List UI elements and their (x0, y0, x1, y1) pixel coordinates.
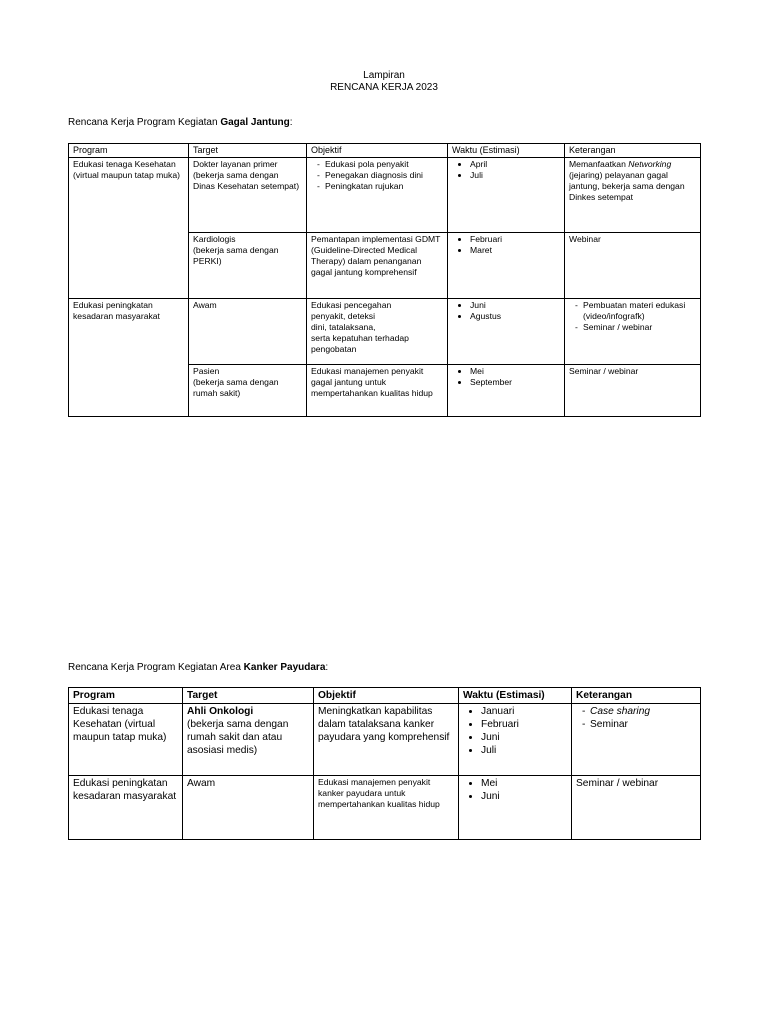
col-objektif: Objektif (307, 144, 448, 158)
target-cell: Ahli Onkologi (bekerja sama dengan rumah sakit dan atau asosiasi medis) (183, 704, 314, 776)
waktu-cell (459, 776, 572, 840)
list-item: • Juni (470, 300, 560, 311)
list-item: • Mei (481, 777, 567, 790)
list-item: - Seminar (590, 718, 696, 731)
waktu-cell (448, 158, 565, 233)
col-objektif: Objektif (314, 688, 459, 704)
list-item: • Maret (470, 245, 560, 256)
keterangan-cell (565, 299, 701, 365)
table-row (69, 776, 701, 840)
list-item: - Pembuatan materi edukasi (video/infografk) (583, 300, 696, 322)
list-item: • September (470, 377, 560, 388)
list-item: • Agustus (470, 311, 560, 322)
keterangan-cell: Seminar / webinar (572, 776, 701, 840)
document-heading (0, 70, 768, 94)
section2-topic: Kanker Payudara (243, 662, 326, 673)
target-cell: Pasien (bekerja sama dengan rumah sakit) (189, 365, 307, 417)
col-waktu: Waktu (Estimasi) (448, 144, 565, 158)
col-program: Program (69, 688, 183, 704)
col-keterangan: Keterangan (572, 688, 701, 704)
table-header-row (69, 144, 701, 158)
program-cell: Edukasi tenaga Kesehatan (virtual maupun tatap muka) (69, 158, 189, 299)
heading-rencana-kerja: RENCANA KERJA 2023 (330, 82, 438, 93)
table-row (69, 158, 701, 233)
program-cell: Edukasi tenaga Kesehatan (virtual maupun tatap muka) (69, 704, 183, 776)
table-kanker-payudara (68, 687, 701, 840)
objektif-cell: Edukasi manajemen penyakit gagal jantung untuk mempertahankan kualitas hidup (307, 365, 448, 417)
waktu-cell (448, 233, 565, 299)
col-program: Program (69, 144, 189, 158)
keterangan-cell: Webinar (565, 233, 701, 299)
program-cell: Edukasi peningkatan kesadaran masyarakat (69, 776, 183, 840)
list-item: - Peningkatan rujukan (325, 181, 443, 192)
col-keterangan: Keterangan (565, 144, 701, 158)
target-cell: Awam (183, 776, 314, 840)
objektif-cell (307, 158, 448, 233)
list-item: - Case sharing (590, 705, 696, 718)
table-row (69, 299, 701, 365)
list-item: • Januari (481, 705, 567, 718)
heading-lampiran: Lampiran (363, 70, 405, 81)
list-item: • Februari (481, 718, 567, 731)
section2-caption: Rencana Kerja Program Kegiatan Area Kanker Payudara: (68, 662, 329, 673)
target-cell: Kardiologis (bekerja sama dengan PERKI) (189, 233, 307, 299)
objektif-cell: Edukasi pencegahan penyakit, deteksi dini, tatalaksana, serta kepatuhan terhadap pengobatan (307, 299, 448, 365)
list-item: • Juli (481, 744, 567, 757)
objektif-cell: Pemantapan implementasi GDMT (Guideline-Directed Medical Therapy) dalam penanganan gagal jantung komprehensif (307, 233, 448, 299)
waktu-cell (448, 365, 565, 417)
keterangan-cell: Memanfaatkan Networking (jejaring) pelayanan gagal jantung, bekerja sama dengan Dinkes setempat (565, 158, 701, 233)
list-item: • April (470, 159, 560, 170)
section1-topic: Gagal Jantung (220, 117, 290, 128)
list-item: - Edukasi pola penyakit (325, 159, 443, 170)
waktu-cell (448, 299, 565, 365)
section1-caption: Rencana Kerja Program Kegiatan Gagal Jantung: (68, 117, 293, 128)
list-item: • Februari (470, 234, 560, 245)
list-item: - Seminar / webinar (583, 322, 696, 333)
keterangan-cell (572, 704, 701, 776)
objektif-cell: Meningkatkan kapabilitas dalam tatalaksana kanker payudara yang komprehensif (314, 704, 459, 776)
table-gagal-jantung (68, 143, 701, 417)
list-item: - Penegakan diagnosis dini (325, 170, 443, 181)
target-cell: Awam (189, 299, 307, 365)
table-row (69, 704, 701, 776)
keterangan-cell: Seminar / webinar (565, 365, 701, 417)
list-item: • Juni (481, 731, 567, 744)
program-cell: Edukasi peningkatan kesadaran masyarakat (69, 299, 189, 417)
objektif-cell: Edukasi manajemen penyakit kanker payudara untuk mempertahankan kualitas hidup (314, 776, 459, 840)
list-item: • Juli (470, 170, 560, 181)
table-header-row (69, 688, 701, 704)
col-waktu: Waktu (Estimasi) (459, 688, 572, 704)
target-cell: Dokter layanan primer (bekerja sama dengan Dinas Kesehatan setempat) (189, 158, 307, 233)
list-item: • Juni (481, 790, 567, 803)
col-target: Target (189, 144, 307, 158)
col-target: Target (183, 688, 314, 704)
waktu-cell (459, 704, 572, 776)
list-item: • Mei (470, 366, 560, 377)
